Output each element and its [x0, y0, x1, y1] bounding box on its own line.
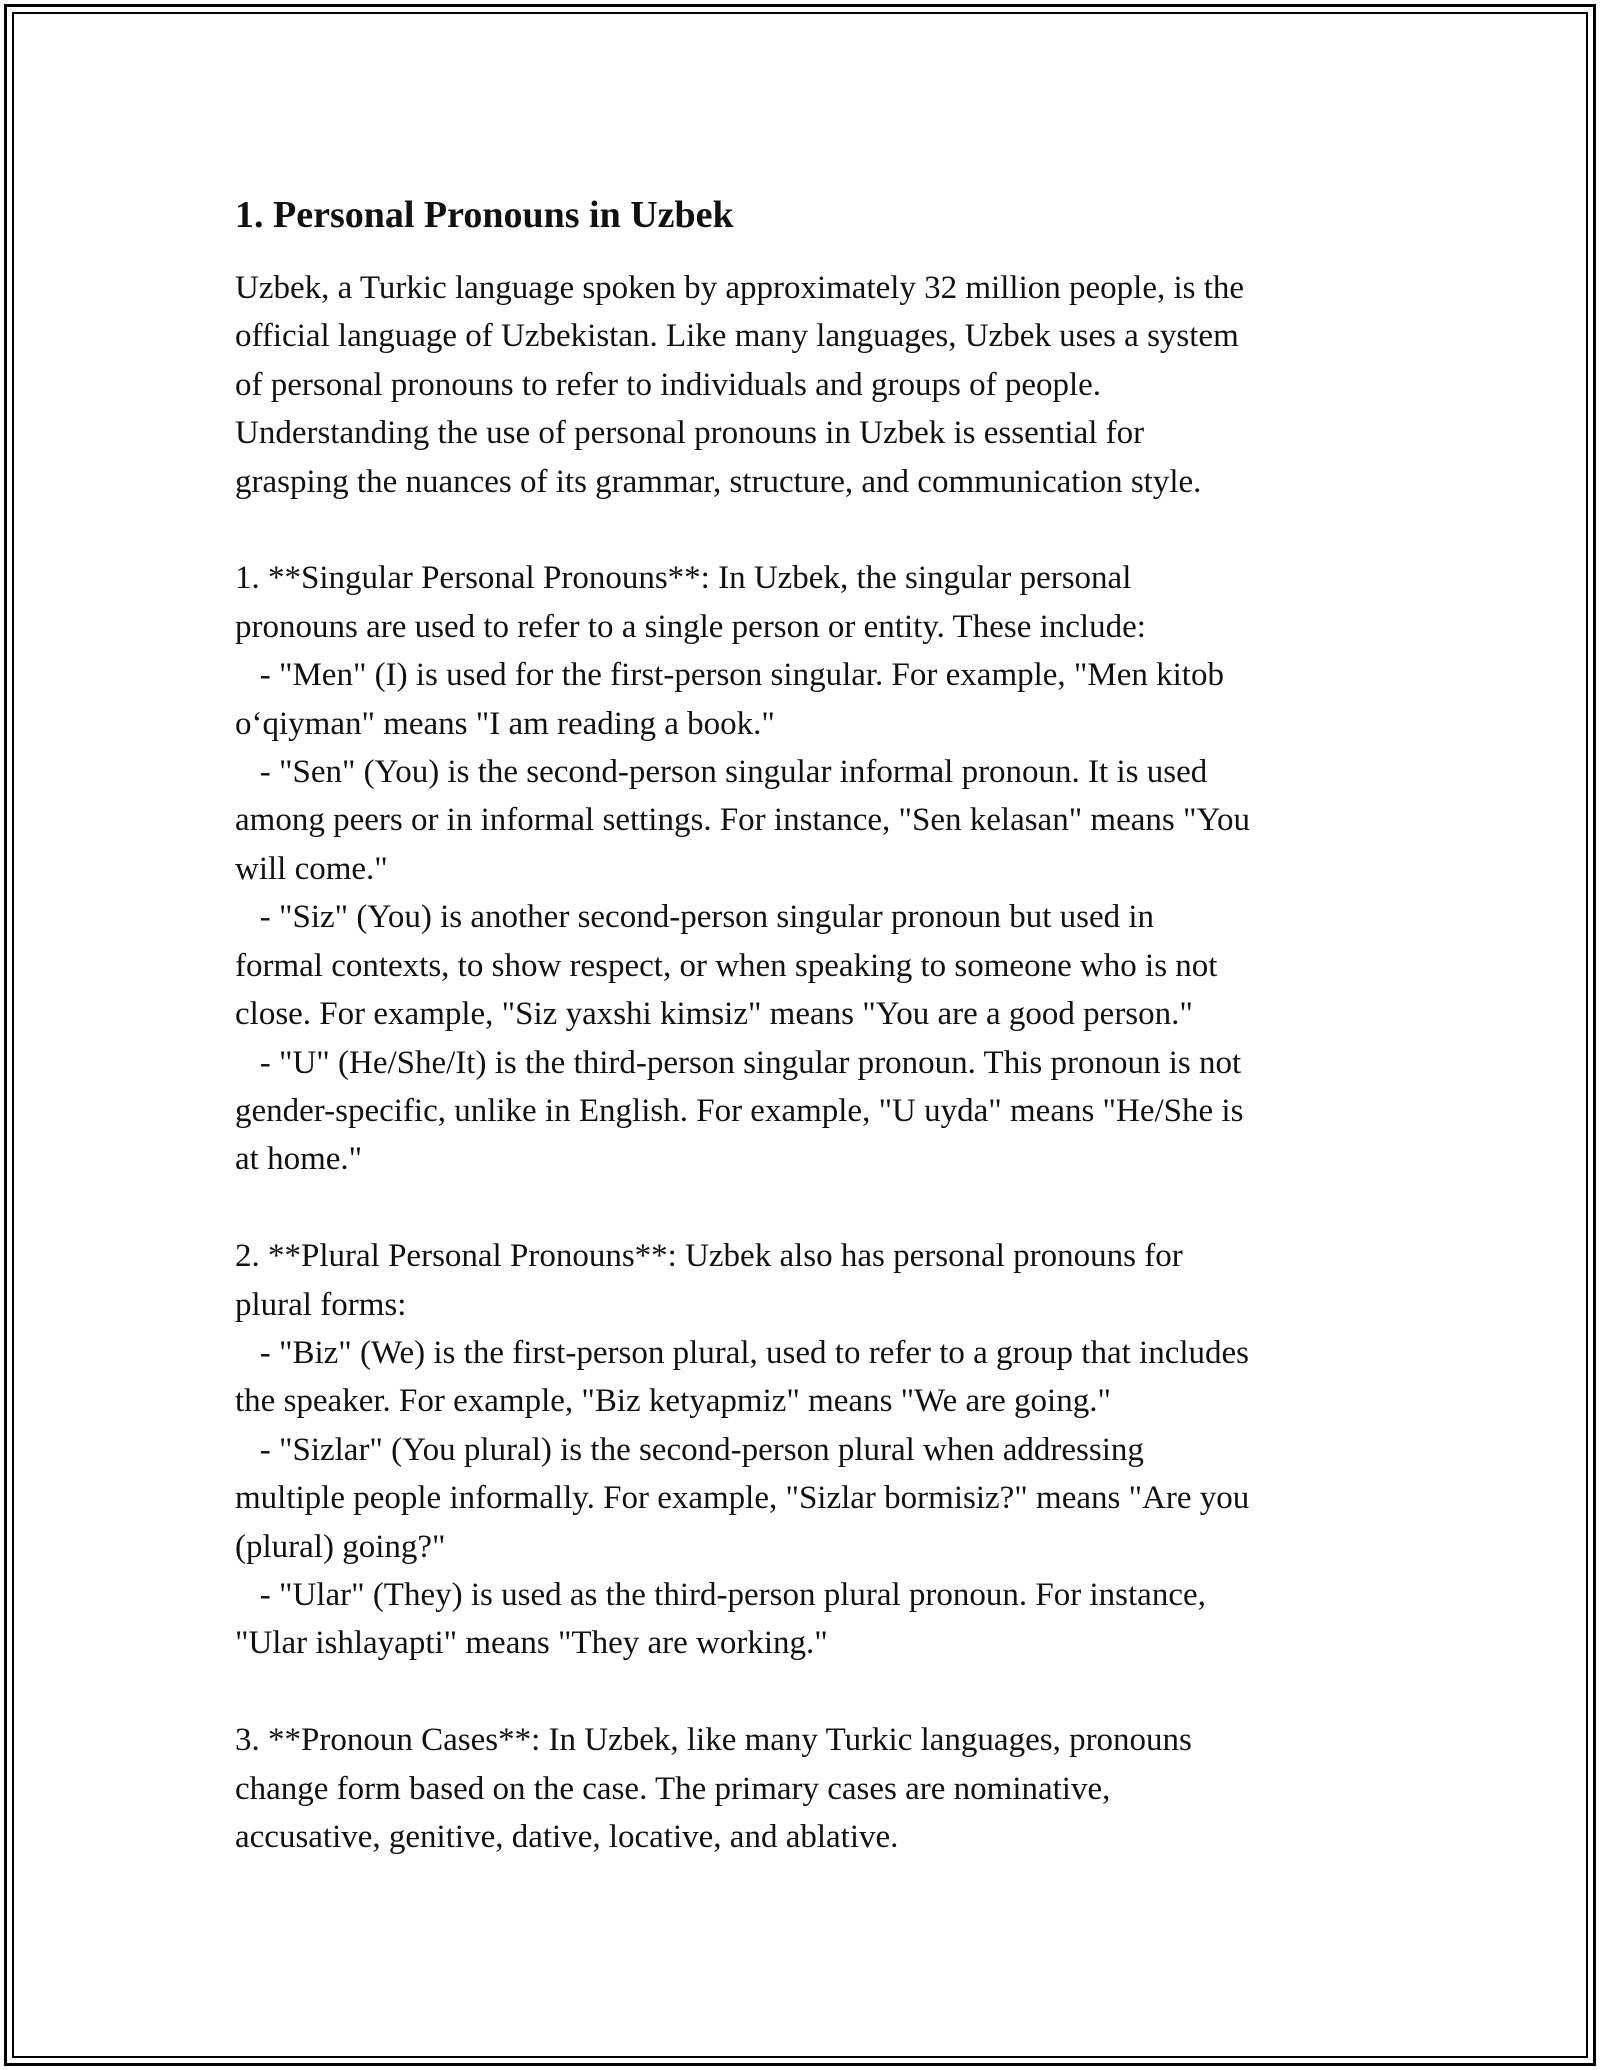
document-body-text: Uzbek, a Turkic language spoken by approximately 32 million people, is the official language of Uzbekistan. Like many languages, Uzbek uses a system of personal pronouns to refer to individuals and groups of people. Understanding the use of personal pronouns in Uzbek is essential for grasping the nuances of its grammar, structure, and communication style. 1. **Singular Personal Pronouns**: In Uzbek, the singular personal pronouns are used to refer to a single person or entity. These include: - "Men" (I) is used for the first-person singular. For example, "Men kitob o‘qiyman" means "I am reading a book." - "Sen" (You) is the second-person singular informal pronoun. It is used among peers or in informal settings. For instance, "Sen kelasan" means "You will come." - "Siz" (You) is another second-person singular pronoun but used in formal contexts, to show respect, or when speaking to someone who is not close. For example, "Siz yaxshi kimsiz" means "You are a good person." - "U" (He/She/It) is the third-person singular pronoun. This pronoun is not gender-specific, unlike in English. For example, "U uyda" means "He/She is at home." 2. **Plural Personal Pronouns**: Uzbek also has personal pronouns for plural forms: - "Biz" (We) is the first-person plural, used to refer to a group that includes the speaker. For example, "Biz ketyapmiz" means "We are going." - "Sizlar" (You plural) is the second-person plural when addressing multiple people informally. For example, "Sizlar bormisiz?" means "Are you (plural) going?" - "Ular" (They) is used as the third-person plural pronoun. For instance, "Ular ishlayapti" means "They are working." 3. **Pronoun Cases**: In Uzbek, like many Turkic languages, pronouns change form based on the case. The primary cases are nominative, accusative, genitive, dative, locative, and ablative. — [235, 270, 1250, 1855]
document-page — [235, 186, 1370, 1861]
page-title: 1. Personal Pronouns in Uzbek — [235, 194, 734, 236]
